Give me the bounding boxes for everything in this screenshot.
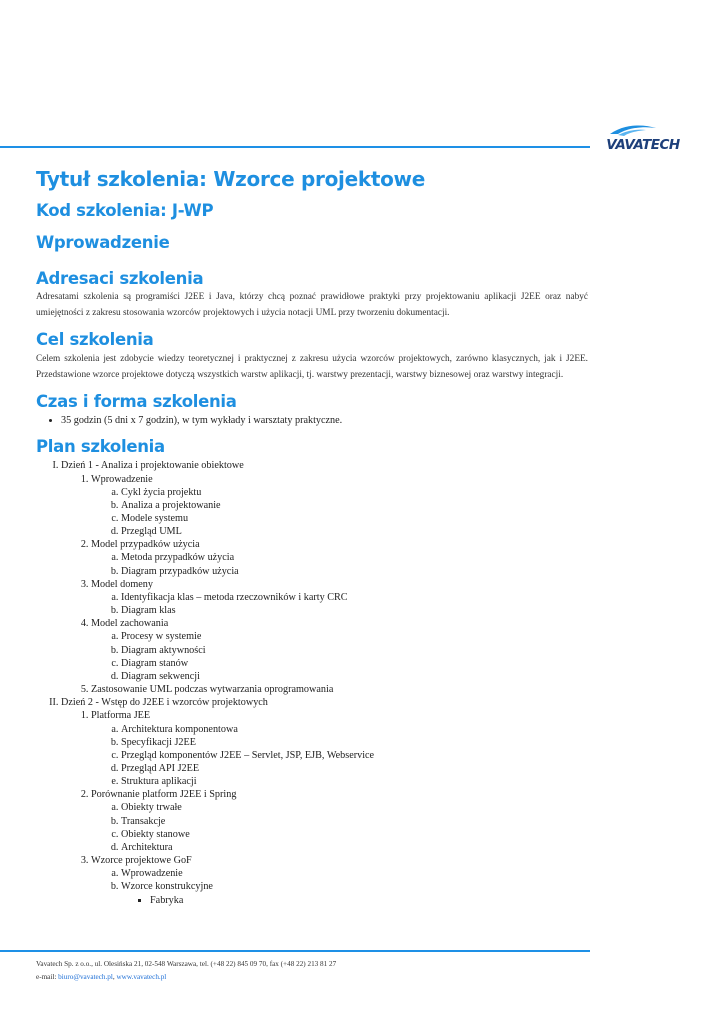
- plan-module: [91, 788, 588, 854]
- footer: [36, 958, 596, 984]
- vavatech-logo: [596, 122, 690, 152]
- plan-module-title: Platforma JEE: [91, 710, 151, 722]
- course-title: Tytuł szkolenia: Wzorce projektowe: [36, 167, 425, 191]
- plan-day: [61, 459, 588, 696]
- plan-module: [91, 617, 588, 683]
- plan-heading: Plan szkolenia: [36, 437, 165, 457]
- plan-topic: b. Specyfikacji J2EE: [121, 736, 588, 749]
- plan-topic: a. Cykl życia projektu: [121, 486, 588, 499]
- intro-heading: Wprowadzenie: [36, 233, 170, 252]
- plan-topics: [91, 630, 588, 683]
- plan-subtopics: [121, 894, 588, 907]
- plan-topics: [91, 867, 588, 906]
- email-label: e-mail:: [36, 973, 59, 981]
- plan-day: [61, 696, 588, 907]
- audience-heading: Adresaci szkolenia: [36, 269, 204, 288]
- plan-topics: [91, 723, 588, 789]
- website-link[interactable]: www.vavatech.pl: [116, 973, 167, 981]
- plan-topic: c. Modele systemu: [121, 512, 588, 525]
- plan-topic: a. Architektura komponentowa: [121, 723, 588, 736]
- plan-days: [36, 459, 588, 906]
- course-code: Kod szkolenia: J-WP: [36, 201, 214, 220]
- plan-topic: d. Diagram sekwencji: [121, 670, 588, 683]
- plan-topic: a. Identyfikacja klas – metoda rzeczowników i karty CRC: [121, 591, 588, 604]
- plan-modules: [61, 473, 588, 697]
- plan-topic: [121, 880, 588, 906]
- plan-module: [91, 683, 588, 696]
- duration-item: • 35 godzin (5 dni x 7 godzin), w tym wykłady i warsztaty praktyczne.: [61, 414, 588, 428]
- plan-module: [91, 854, 588, 907]
- plan-topic: a. Metoda przypadków użycia: [121, 551, 588, 564]
- plan-module-title: Porównanie platform J2EE i Spring: [91, 789, 237, 801]
- plan-topic: b. Diagram przypadków użycia: [121, 565, 588, 578]
- plan-topics: [91, 551, 588, 577]
- plan-topic: a. Wprowadzenie: [121, 867, 588, 880]
- plan-subtopic: ▪ Fabryka: [150, 894, 588, 907]
- plan-module-title: Model zachowania: [91, 618, 169, 630]
- plan-topics: [91, 486, 588, 539]
- plan-topic: a. Procesy w systemie: [121, 630, 588, 643]
- plan-day-title: Dzień 1 - Analiza i projektowanie obiektowe: [61, 460, 244, 472]
- plan-module-title: Zastosowanie UML podczas wytwarzania oprogramowania: [91, 684, 334, 696]
- plan-module-title: Model domeny: [91, 578, 153, 590]
- plan-day-title: Dzień 2 - Wstęp do J2EE i wzorców projektowych: [61, 697, 268, 709]
- plan-module: [91, 709, 588, 788]
- svg-text:VAVATECH: VAVATECH: [606, 137, 680, 152]
- plan-topic: d. Przegląd API J2EE: [121, 762, 588, 775]
- plan-module-title: Wprowadzenie: [91, 473, 153, 485]
- document-body: [36, 166, 588, 907]
- footer-rule: [0, 950, 590, 952]
- plan-outline: [36, 459, 588, 906]
- plan-topic: a. Obiekty trwałe: [121, 801, 588, 814]
- plan-module-title: Wzorce projektowe GoF: [91, 855, 192, 867]
- plan-module-title: Model przypadków użycia: [91, 539, 200, 551]
- plan-topic: d. Przegląd UML: [121, 525, 588, 538]
- plan-topic: b. Diagram aktywności: [121, 644, 588, 657]
- duration-heading: Czas i forma szkolenia: [36, 392, 237, 412]
- duration-list: [36, 414, 588, 428]
- goal-text: Celem szkolenia jest zdobycie wiedzy teoretycznej i praktycznej z zakresu użycia wzorców projektowych, zarówno klasycznych, jak i J2EE. Przedstawione wzorce projektowe dotyczą wszystkich warstw aplikacji, tj. warstwy prezentacji, warstwy biznesowej oraz warstwy integracji.: [36, 354, 588, 380]
- plan-topic: b. Transakcje: [121, 815, 588, 828]
- plan-module: [91, 578, 588, 617]
- plan-topic: b. Analiza a projektowanie: [121, 499, 588, 512]
- contact-separator: ,: [112, 973, 117, 981]
- plan-topic: c. Przegląd komponentów J2EE – Servlet, JSP, EJB, Webservice: [121, 749, 588, 762]
- plan-topic: d. Architektura: [121, 841, 588, 854]
- footer-address: Vavatech Sp. z o.o., ul. Olesińska 21, 02-548 Warszawa, tel. (+48 22) 845 09 70, fax (+48 22) 213 81 27: [36, 960, 337, 968]
- email-link[interactable]: biuro@vavatech.pl: [58, 973, 113, 981]
- footer-contact: [36, 971, 596, 984]
- plan-topics: [91, 591, 588, 617]
- plan-module: [91, 473, 588, 539]
- plan-topic-title: Wzorce konstrukcyjne: [121, 881, 213, 893]
- plan-topics: [91, 801, 588, 854]
- plan-modules: [61, 709, 588, 906]
- plan-topic: c. Obiekty stanowe: [121, 828, 588, 841]
- plan-topic: e. Struktura aplikacji: [121, 775, 588, 788]
- plan-topic: c. Diagram stanów: [121, 657, 588, 670]
- plan-topic: b. Diagram klas: [121, 604, 588, 617]
- plan-module: [91, 538, 588, 577]
- header-rule: [0, 146, 590, 148]
- audience-text: Adresatami szkolenia są programiści J2EE i Java, którzy chcą poznać prawidłowe praktyki przy projektowaniu aplikacji J2EE oraz nabyć umiejętności z zakresu stosowania wzorców projektowych i użycia notacji UML przy tworzeniu dokumentacji.: [36, 292, 588, 318]
- goal-heading: Cel szkolenia: [36, 330, 154, 350]
